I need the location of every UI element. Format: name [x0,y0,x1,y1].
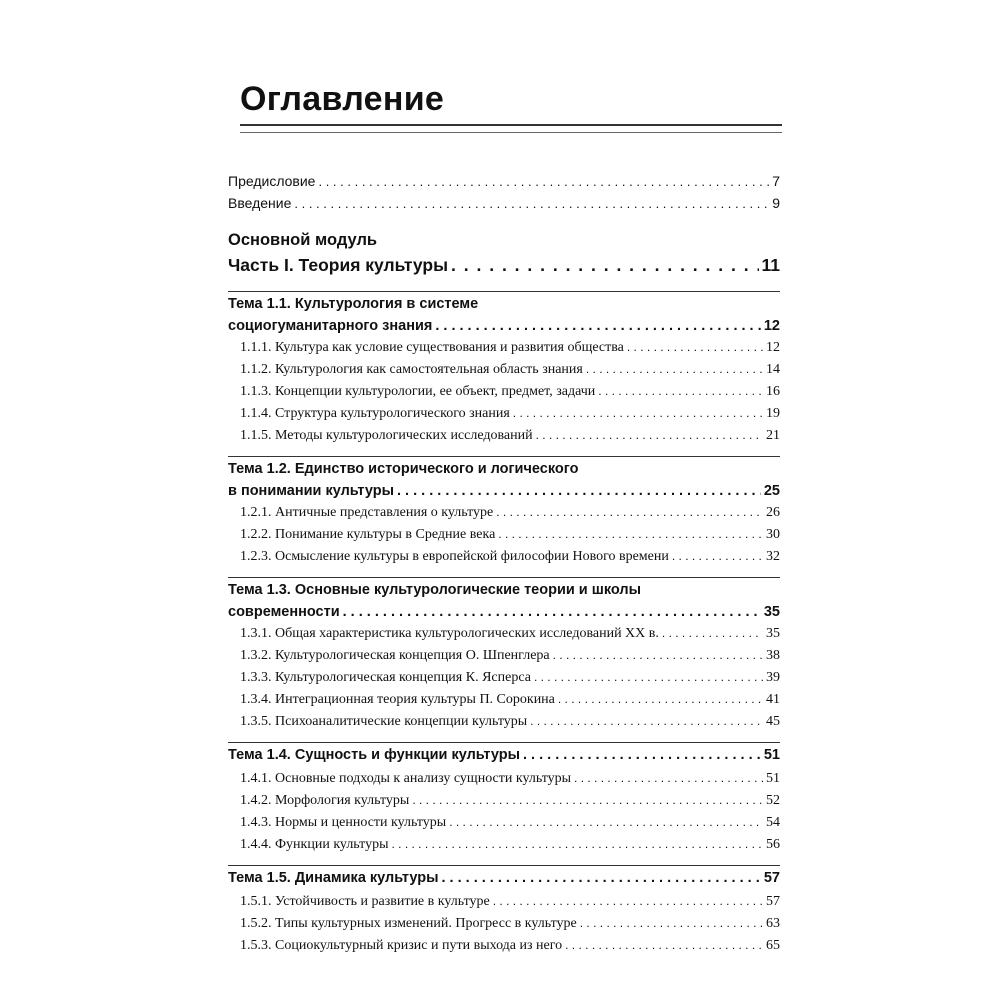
subsection-page: 45 [766,714,780,729]
table-of-contents [228,173,780,960]
toc-subsection[interactable] [228,648,780,670]
dot-leader [392,837,764,851]
subsection-title: 1.4.4. Функции культуры [240,837,389,852]
subsection-title: 1.5.3. Социокультурный кризис и пути выхода из него [240,938,563,953]
subsection-title: 1.2.3. Осмысление культуры в европейской философии Нового времени [240,549,669,564]
toc-subsection[interactable] [228,714,780,736]
topic-heading[interactable] [228,742,780,771]
subsection-title: 1.5.2. Типы культурных изменений. Прогресс в культуре [240,916,577,931]
subsection-page: 38 [766,648,780,663]
topic-title: Тема 1.5. Динамика культуры [228,870,439,886]
subsection-page: 65 [766,938,780,953]
topic-title: социогуманитарного знания [228,318,433,334]
dot-leader [530,714,763,728]
subsection-page: 51 [766,771,780,786]
dot-leader [343,604,761,620]
topic-title: в понимании культуры [228,483,394,499]
dot-leader [513,406,763,420]
topic-page: 35 [763,604,780,620]
subsection-title: 1.1.4. Структура культурологического знания [240,406,510,421]
toc-entry-introduction[interactable] [228,195,780,217]
title-rule [240,124,782,133]
dot-leader [672,549,763,563]
subsection-page: 16 [766,384,780,399]
dot-leader [496,505,763,519]
subsection-page: 52 [766,793,780,808]
toc-subsection[interactable] [228,626,780,648]
toc-subsection[interactable] [228,362,780,384]
subsection-page: 26 [766,505,780,520]
toc-subsection[interactable] [228,837,780,859]
toc-part-1[interactable] [228,255,780,285]
toc-subsection[interactable] [228,916,780,938]
subsection-page: 12 [766,340,780,355]
dot-leader [435,318,761,334]
topic-page: 12 [763,318,780,334]
toc-subsection[interactable] [228,815,780,837]
dot-leader [523,747,761,763]
dot-leader [574,771,763,785]
dot-leader [397,483,761,499]
subsection-title: 1.1.5. Методы культурологических исследований [240,428,533,443]
dot-leader [598,384,763,398]
subsection-title: 1.3.4. Интеграционная теория культуры П. Сорокина [240,692,555,707]
dot-leader [412,793,763,807]
topic-heading[interactable] [228,865,780,894]
subsection-title: 1.1.2. Культурология как самостоятельная область знания [240,362,583,377]
toc-subsection[interactable] [228,406,780,428]
subsection-title: 1.3.5. Психоаналитические концепции культуры [240,714,528,729]
toc-subsection[interactable] [228,384,780,406]
subsection-page: 54 [766,815,780,830]
subsection-page: 21 [766,428,780,443]
topic-heading[interactable]: Тема 1.3. Основные культурологические теории и школы [228,577,780,604]
toc-subsection[interactable] [228,938,780,960]
toc-subsection[interactable] [228,670,780,692]
toc-subsection[interactable] [228,340,780,362]
subsection-title: 1.2.1. Античные представления о культуре [240,505,494,520]
dot-leader [441,870,760,886]
dot-leader [451,255,758,276]
subsection-title: 1.2.2. Понимание культуры в Средние века [240,527,496,542]
toc-subsection[interactable] [228,527,780,549]
subsection-title: 1.3.3. Культурологическая концепция К. Ясперса [240,670,531,685]
subsection-page: 30 [766,527,780,542]
topic-heading-continuation[interactable] [228,604,780,626]
dot-leader [318,174,769,189]
topic-page: 57 [763,870,780,886]
dot-leader [294,196,769,211]
dot-leader [498,527,763,541]
subsection-page: 35 [766,626,780,641]
subsection-title: 1.3.1. Общая характеристика культурологических исследований XX в. [240,626,659,641]
topic-heading-continuation[interactable] [228,318,780,340]
toc-subsection[interactable] [228,549,780,571]
topic-title: Тема 1.4. Сущность и функции культуры [228,747,520,763]
toc-subsection[interactable] [228,793,780,815]
dot-leader [553,648,763,662]
dot-leader [558,692,763,706]
topic-heading[interactable]: Тема 1.1. Культурология в системе [228,291,780,318]
dot-leader [493,894,763,908]
subsection-page: 39 [766,670,780,685]
toc-subsection[interactable] [228,505,780,527]
page-title: Оглавление [240,80,445,118]
dot-leader [627,340,763,354]
toc-entry-title: Предисловие [228,173,316,189]
subsection-title: 1.4.3. Нормы и ценности культуры [240,815,447,830]
part-page: 11 [761,255,780,275]
toc-subsection[interactable] [228,428,780,450]
subsection-title: 1.5.1. Устойчивость и развитие в культуре [240,894,490,909]
subsection-page: 19 [766,406,780,421]
subsection-title: 1.1.3. Концепции культурологии, ее объект, предмет, задачи [240,384,596,399]
subsection-page: 41 [766,692,780,707]
topic-heading[interactable]: Тема 1.2. Единство исторического и логического [228,456,780,483]
toc-subsection[interactable] [228,894,780,916]
subsection-title: 1.4.2. Морфология культуры [240,793,410,808]
subsection-title: 1.1.1. Культура как условие существования и развития общества [240,340,624,355]
subsection-title: 1.3.2. Культурологическая концепция О. Шпенглера [240,648,550,663]
part-title: Часть I. Теория культуры [228,255,449,275]
toc-subsection[interactable] [228,692,780,714]
subsection-page: 56 [766,837,780,852]
toc-entry-page: 7 [772,173,780,189]
toc-entry-title: Введение [228,195,292,211]
dot-leader [662,626,763,640]
subsection-title: 1.4.1. Основные подходы к анализу сущности культуры [240,771,572,786]
dot-leader [449,815,763,829]
toc-entry-preface[interactable] [228,173,780,195]
dot-leader [580,916,763,930]
module-title: Основной модуль [228,231,378,249]
subsection-page: 63 [766,916,780,931]
dot-leader [586,362,763,376]
dot-leader [565,938,763,952]
topic-heading-continuation[interactable] [228,483,780,505]
subsection-page: 57 [766,894,780,909]
dot-leader [534,670,763,684]
dot-leader [536,428,763,442]
subsection-page: 14 [766,362,780,377]
toc-subsection[interactable] [228,771,780,793]
topic-page: 25 [763,483,780,499]
subsection-page: 32 [766,549,780,564]
toc-entry-page: 9 [772,195,780,211]
topic-title: современности [228,604,340,620]
topic-page: 51 [763,747,780,763]
